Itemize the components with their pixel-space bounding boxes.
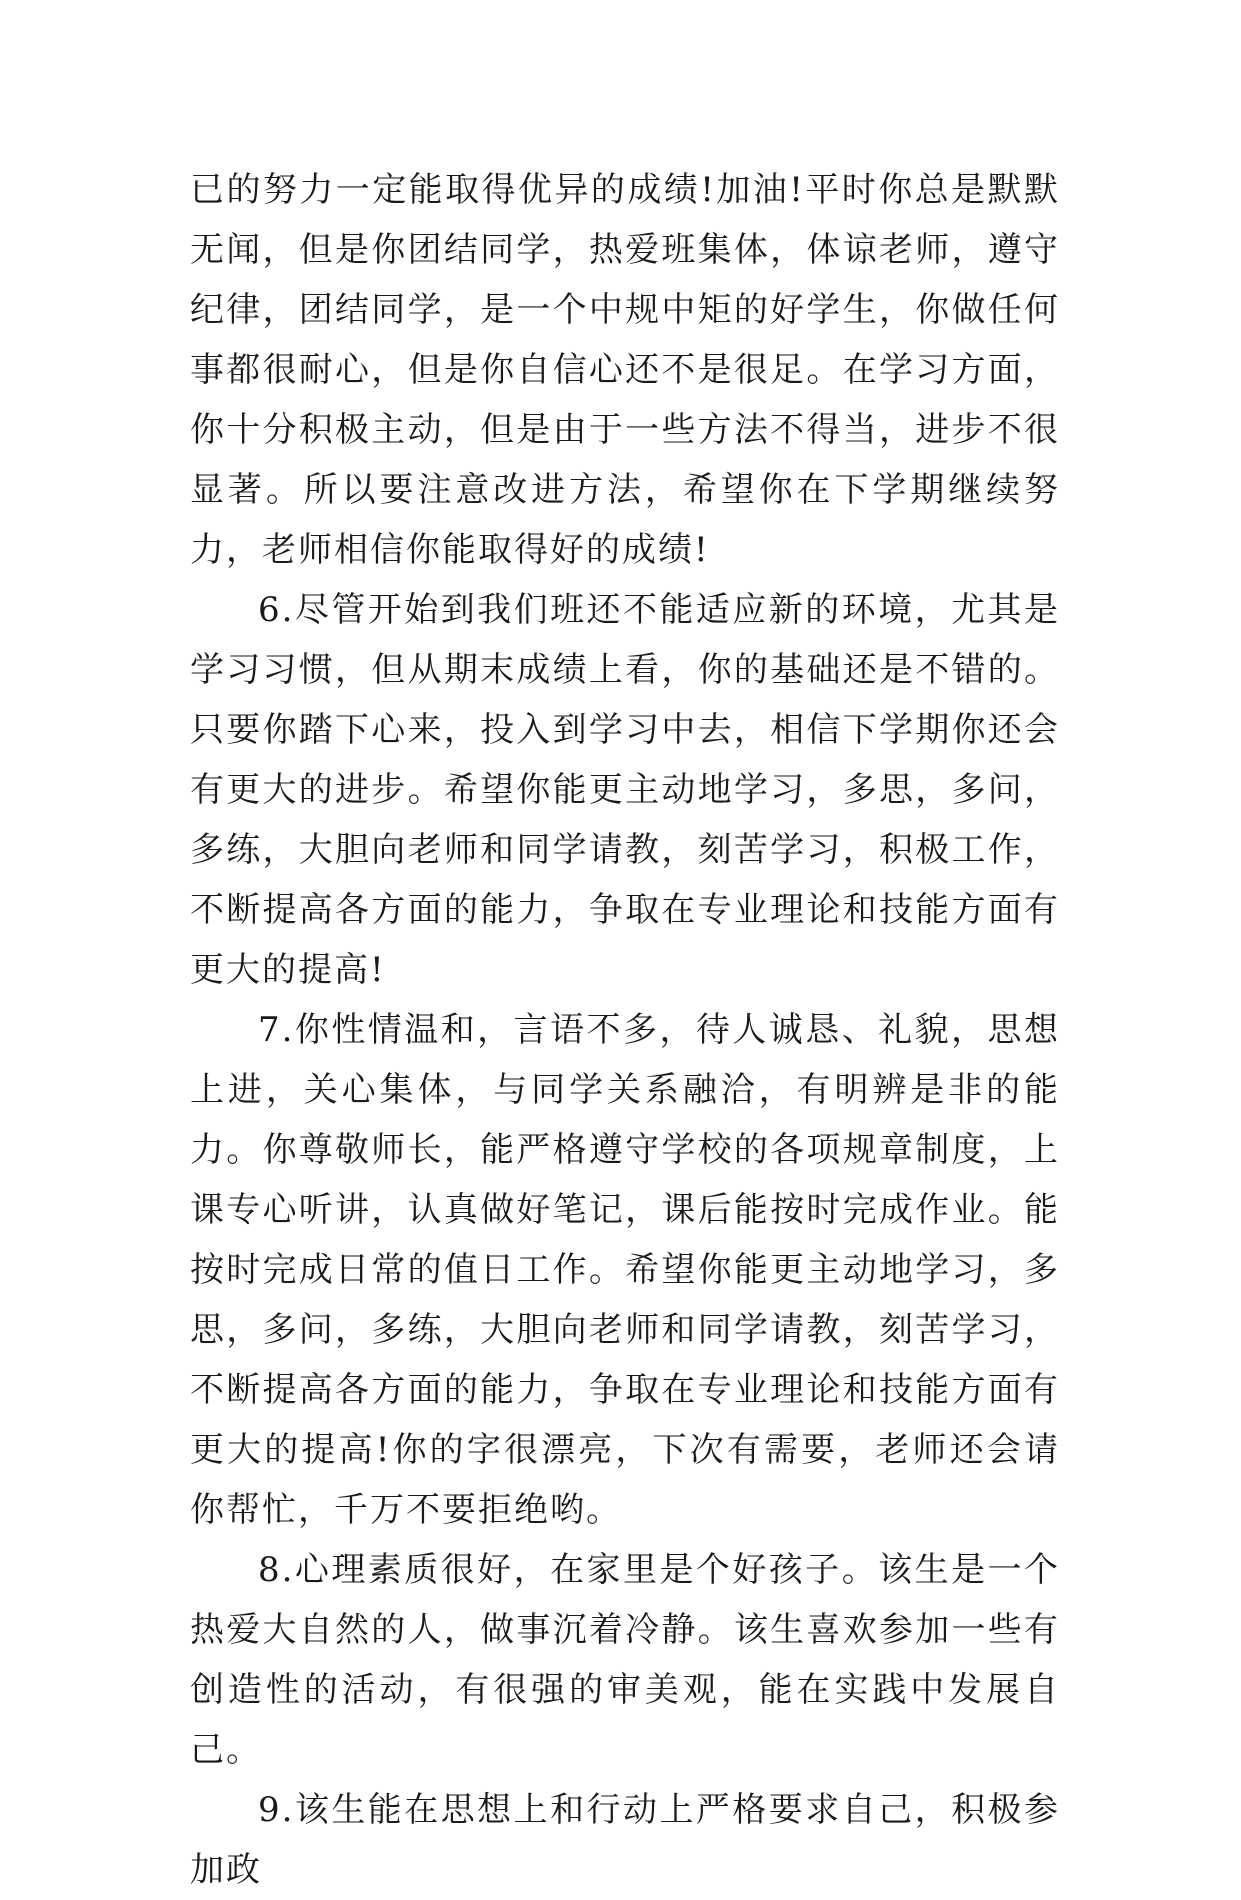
paragraph-comment-9: 9.该生能在思想上和行动上严格要求自己，积极参加政 bbox=[190, 1790, 1060, 1890]
paragraph-comment-8: 8.心理素质很好，在家里是个好孩子。该生是一个热爱大自然的人，做事沉着冷静。该生喜欢参加一些有创造性的活动，有很强的审美观，能在实践中发展自己。 bbox=[190, 1550, 1060, 1770]
paragraph-continuation: 已的努力一定能取得优异的成绩!加油!平时你总是默默无闻，但是你团结同学，热爱班集体，体谅老师，遵守纪律，团结同学，是一个中规中矩的好学生，你做任何事都很耐心，但是你自信心还不是很足。在学习方面，你十分积极主动，但是由于一些方法不得当，进步不很显著。所以要注意改进方法，希望你在下学期继续努力，老师相信你能取得好的成绩! bbox=[190, 170, 1060, 570]
paragraph-comment-6: 6.尽管开始到我们班还不能适应新的环境，尤其是学习习惯，但从期末成绩上看，你的基础还是不错的。只要你踏下心来，投入到学习中去，相信下学期你还会有更大的进步。希望你能更主动地学习，多思，多问，多练，大胆向老师和同学请教，刻苦学习，积极工作，不断提高各方面的能力，争取在专业理论和技能方面有更大的提高! bbox=[190, 590, 1060, 990]
document-page bbox=[190, 160, 1060, 1900]
paragraph-comment-7: 7.你性情温和，言语不多，待人诚恳、礼貌，思想上进，关心集体，与同学关系融洽，有明辨是非的能力。你尊敬师长，能严格遵守学校的各项规章制度，上课专心听讲，认真做好笔记，课后能按时完成作业。能按时完成日常的值日工作。希望你能更主动地学习，多思，多问，多练，大胆向老师和同学请教，刻苦学习，不断提高各方面的能力，争取在专业理论和技能方面有更大的提高!你的字很漂亮，下次有需要，老师还会请你帮忙，千万不要拒绝哟。 bbox=[190, 1010, 1060, 1530]
